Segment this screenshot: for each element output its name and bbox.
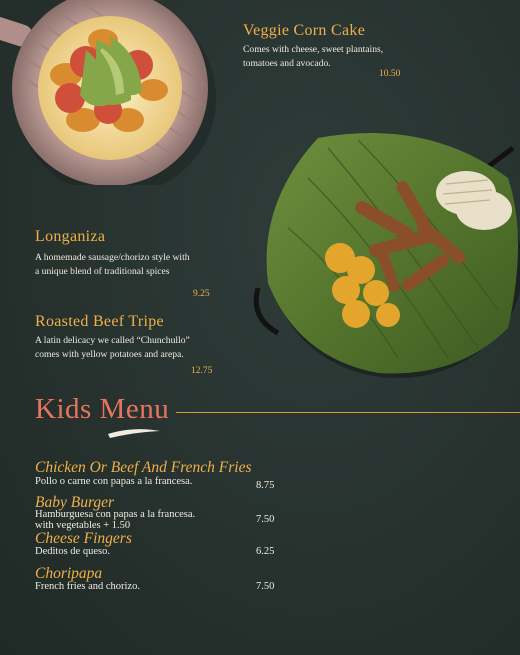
- description-line: with vegetables + 1.50: [35, 520, 131, 531]
- item-title-longaniza: Longaniza: [35, 228, 106, 245]
- kids-item-title-choripapa: Choripapa: [35, 565, 103, 582]
- heading-divider: [176, 412, 520, 413]
- item-price-longaniza: 9.25: [193, 289, 210, 299]
- description-line: A homemade sausage/chorizo style with: [35, 252, 190, 263]
- item-description-roasted-beef-tripe: [35, 334, 190, 362]
- longaniza-platter-photo: [248, 118, 520, 390]
- item-title-roasted-beef-tripe: Roasted Beef Tripe: [35, 313, 164, 330]
- description-line: a unique blend of traditional spices: [35, 266, 170, 277]
- kids-item-title-baby-burger: Baby Burger: [35, 494, 115, 511]
- kids-item-price-cheese-fingers: 6.25: [256, 546, 275, 557]
- item-price-roasted-beef-tripe: 12.75: [191, 366, 213, 376]
- veggie-corn-cake-photo: [0, 0, 233, 185]
- kids-item-description-choripapa: French fries and chorizo.: [35, 581, 140, 592]
- kids-item-title-cheese-fingers: Cheese Fingers: [35, 530, 132, 547]
- kids-item-description-chicken-or-beef: Pollo o carne con papas a la francesa.: [35, 476, 193, 487]
- kids-item-description-cheese-fingers: Deditos de queso.: [35, 546, 110, 557]
- description-line: Comes with cheese, sweet plantains,: [243, 44, 384, 55]
- kids-item-price-choripapa: 7.50: [256, 581, 275, 592]
- kids-menu-heading: Kids Menu: [35, 393, 170, 425]
- description-line: tomatoes and avocado.: [243, 58, 331, 69]
- description-line: Hamburguesa con papas a la francesa.: [35, 509, 196, 520]
- description-line: A latin delicacy we called “Chunchullo”: [35, 335, 190, 346]
- brush-swoosh-icon: [106, 424, 162, 436]
- item-description-longaniza: [35, 251, 190, 279]
- description-line: comes with yellow potatoes and arepa.: [35, 349, 184, 360]
- kids-item-title-chicken-or-beef: Chicken Or Beef And French Fries: [35, 459, 252, 476]
- kids-item-description-baby-burger: [35, 509, 195, 531]
- kids-item-price-chicken-or-beef: 8.75: [256, 480, 275, 491]
- item-description-veggie-corn-cake: [243, 43, 383, 71]
- item-price-veggie-corn-cake: 10.50: [379, 69, 401, 79]
- kids-item-price-baby-burger: 7.50: [256, 514, 275, 525]
- item-title-veggie-corn-cake: Veggie Corn Cake: [243, 22, 366, 39]
